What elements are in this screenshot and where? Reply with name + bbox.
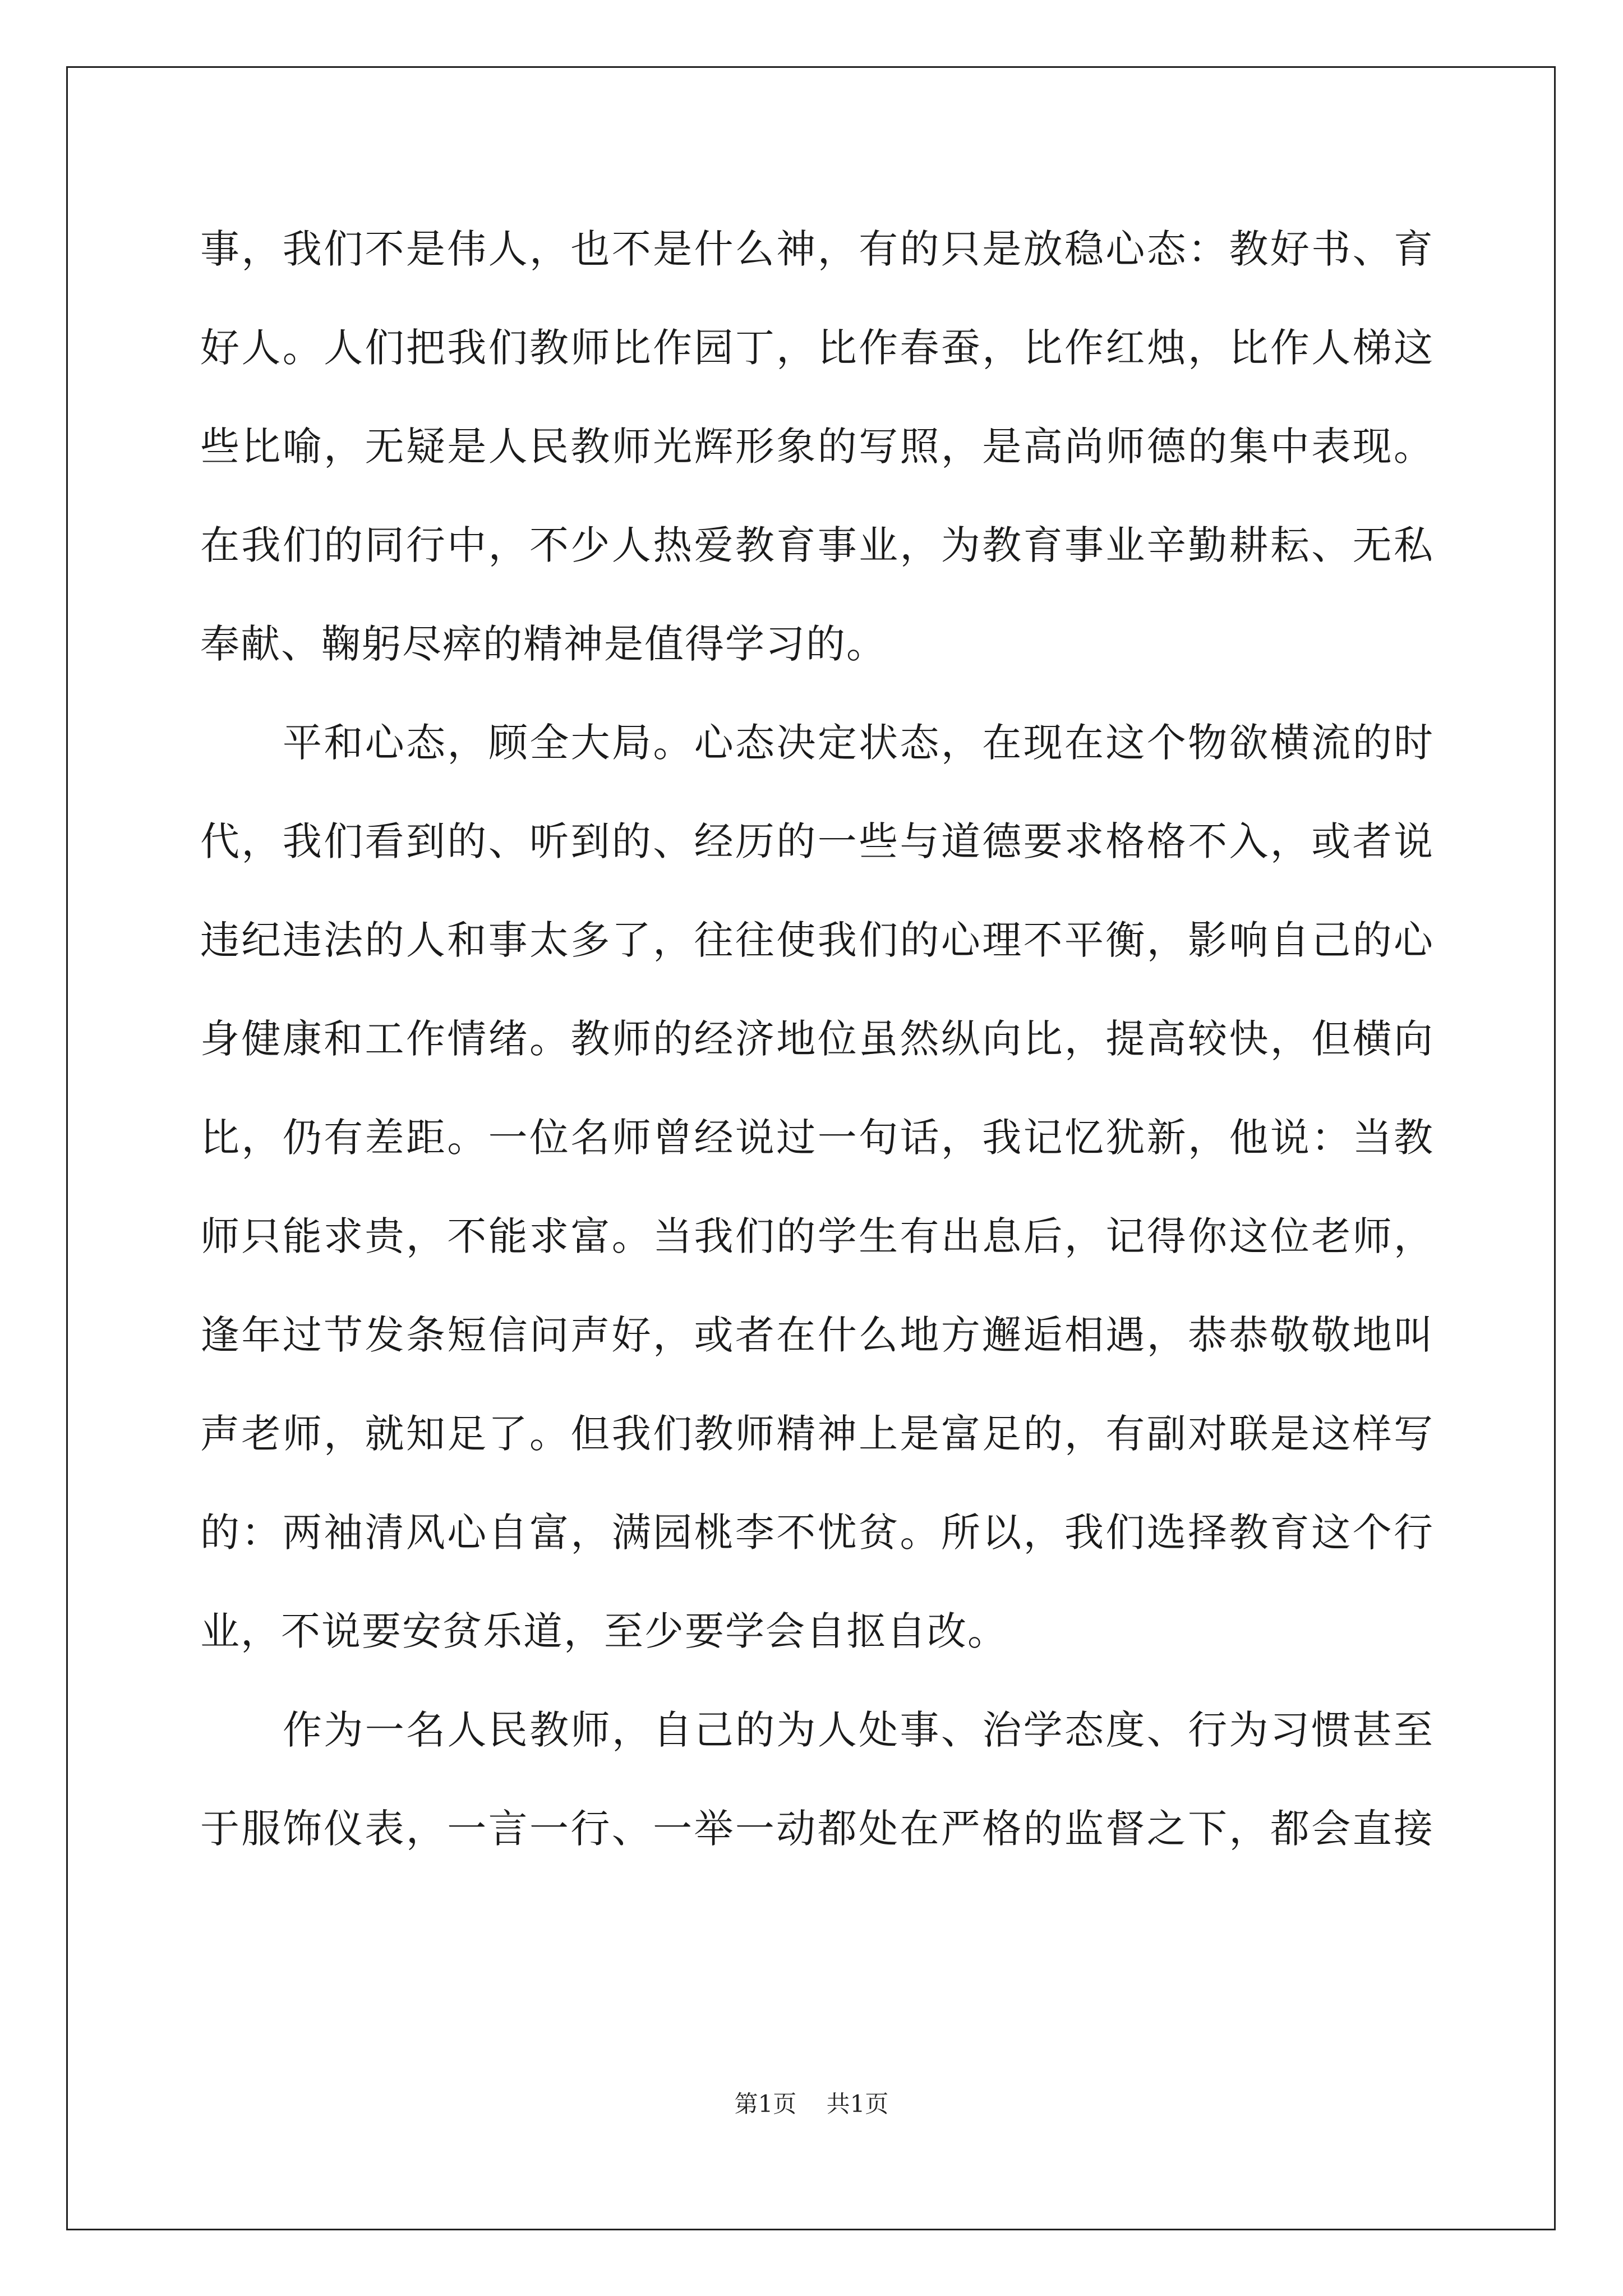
text-line: 业，不说要安贫乐道，至少要学会自抠自改。 <box>200 1608 1008 1654</box>
text-line: 作为一名人民教师，自己的为人处事、治学态度、行为习惯甚至 <box>283 1707 1434 1753</box>
page-number: 第1页 <box>734 2090 797 2118</box>
text-line: 师只能求贵，不能求富。当我们的学生有出息后，记得你这位老师， <box>200 1213 1434 1259</box>
text-line: 逢年过节发条短信问声好，或者在什么地方邂逅相遇，恭恭敬敬地叫 <box>200 1312 1434 1358</box>
text-line: 身健康和工作情绪。教师的经济地位虽然纵向比，提高较快，但横向 <box>200 1016 1434 1062</box>
text-line: 奉献、鞠躬尽瘁的精神是值得学习的。 <box>200 621 887 667</box>
text-line: 违纪违法的人和事太多了，往往使我们的心理不平衡，影响自己的心 <box>200 917 1434 963</box>
text-line: 代，我们看到的、听到的、经历的一些与道德要求格格不入，或者说 <box>200 818 1434 864</box>
text-line: 平和心态，顾全大局。心态决定状态，在现在这个物欲横流的时 <box>283 720 1434 766</box>
page-total: 共1页 <box>826 2090 889 2118</box>
page-footer <box>0 2086 1623 2119</box>
text-line: 事，我们不是伟人，也不是什么神，有的只是放稳心态：教好书、育 <box>200 226 1434 272</box>
text-line: 声老师，就知足了。但我们教师精神上是富足的，有副对联是这样写 <box>200 1411 1434 1457</box>
text-line: 比，仍有差距。一位名师曾经说过一句话，我记忆犹新，他说：当教 <box>200 1115 1434 1161</box>
text-line: 于服饰仪表，一言一行、一举一动都处在严格的监督之下，都会直接 <box>200 1806 1434 1852</box>
text-line: 的：两袖清风心自富，满园桃李不忧贫。所以，我们选择教育这个行 <box>200 1510 1434 1556</box>
document-body <box>200 200 1434 1878</box>
text-line: 好人。人们把我们教师比作园丁，比作春蚕，比作红烛，比作人梯这 <box>200 325 1434 371</box>
text-line: 在我们的同行中，不少人热爱教育事业，为教育事业辛勤耕耘、无私 <box>200 522 1434 568</box>
text-line: 些比喻，无疑是人民教师光辉形象的写照，是高尚师德的集中表现。 <box>200 424 1434 470</box>
